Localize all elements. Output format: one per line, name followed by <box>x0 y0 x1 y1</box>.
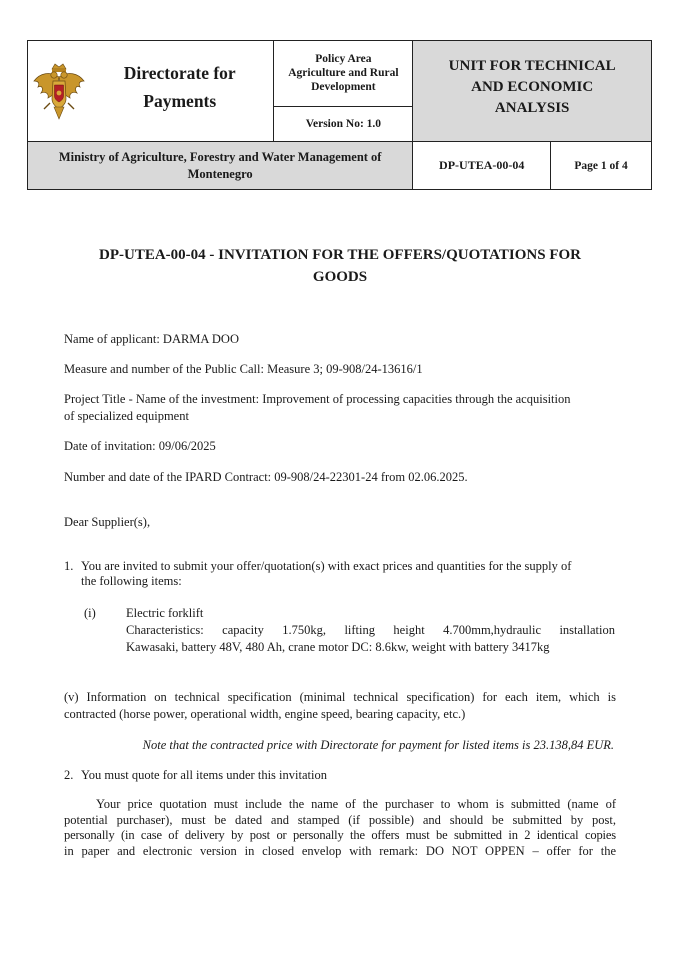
ministry-cell <box>28 142 413 190</box>
point-1-text <box>81 559 616 589</box>
unit-line3: ANALYSIS <box>494 99 570 116</box>
technical-spec-line1: (v) Information on technical specification (minimal technical specification) for each item, which is <box>64 690 616 704</box>
point-1-line1: You are invited to submit your offer/quotation(s) with exact prices and quantities for the supply of <box>81 559 572 573</box>
item-characteristics-line1: Characteristics: capacity 1.750kg, lifting height 4.700mm,hydraulic installation <box>126 623 615 637</box>
invitation-date: Date of invitation: 09/06/2025 <box>64 439 216 453</box>
unit-line1: UNIT FOR TECHNICAL <box>448 57 616 74</box>
montenegro-coat-of-arms-icon <box>32 63 86 123</box>
public-call-measure: Measure and number of the Public Call: Measure 3; 09-908/24-13616/1 <box>64 362 423 376</box>
item-description <box>126 605 615 656</box>
document-title <box>64 244 616 288</box>
document-title-line1: DP-UTEA-00-04 - INVITATION FOR THE OFFERS/QUOTATIONS FOR <box>99 247 581 263</box>
unit-cell <box>413 41 652 142</box>
item-name: Electric forklift <box>126 606 204 620</box>
point-2-text: You must quote for all items under this invitation <box>81 768 327 782</box>
version-cell: Version No: 1.0 <box>274 106 413 141</box>
technical-spec-line2: contracted (horse power, operational width, engine speed, bearing capacity, etc.) <box>64 707 466 721</box>
quotation-line1: Your price quotation must include the name of the purchaser to whom is submitted (name of <box>96 797 616 811</box>
technical-specification-info <box>64 689 616 723</box>
salutation: Dear Supplier(s), <box>64 515 151 529</box>
project-title-line1: Project Title - Name of the investment: Improvement of processing capacities through the acquisition <box>64 392 571 406</box>
document-header-table <box>27 40 652 190</box>
point-2-number: 2. <box>64 768 74 782</box>
point-1-number: 1. <box>64 559 74 573</box>
item-number: (i) <box>84 606 96 620</box>
contracted-price-note: Note that the contracted price with Directorate for payment for listed items is 23.138,84 EUR. <box>142 738 614 752</box>
directorate-title <box>92 59 267 115</box>
unit-line2: AND ECONOMIC <box>471 78 594 95</box>
policy-area-line1: Policy Area <box>315 53 372 66</box>
ministry-line2: Montenegro <box>187 166 253 181</box>
directorate-title-line1: Directorate for <box>123 63 236 83</box>
project-title-line2: of specialized equipment <box>64 409 189 423</box>
price-quotation-paragraph <box>64 797 616 859</box>
page-number-cell: Page 1 of 4 <box>551 142 652 190</box>
quotation-line2: potential purchaser), must be dated and stamped (if possible) and should be submitted by post, <box>64 812 616 827</box>
quotation-line3: personally (in case of delivery by post or personally the offers must be submitted in 2 identical copies <box>64 828 616 842</box>
quotation-line4: in paper and electronic version in closed envelop with remark: DO NOT OPPEN – offer for the <box>64 843 616 858</box>
policy-area-cell <box>274 41 413 107</box>
document-title-line2: GOODS <box>312 269 368 285</box>
ipard-contract: Number and date of the IPARD Contract: 09-908/24-22301-24 from 02.06.2025. <box>64 470 468 484</box>
directorate-title-line2: Payments <box>143 91 217 111</box>
project-title <box>64 391 616 425</box>
item-characteristics-line2: Kawasaki, battery 48V, 480 Ah, crane motor DC: 8.6kw, weight with battery 3417kg <box>126 640 550 654</box>
policy-area-line2: Agriculture and Rural <box>288 67 399 80</box>
directorate-cell <box>28 41 274 142</box>
doc-code-cell: DP-UTEA-00-04 <box>413 142 551 190</box>
applicant-name: Name of applicant: DARMA DOO <box>64 332 239 346</box>
point-1-line2: the following items: <box>81 574 182 588</box>
policy-area-line3: Development <box>311 81 376 94</box>
ministry-line1: Ministry of Agriculture, Forestry and Water Management of <box>58 149 382 164</box>
